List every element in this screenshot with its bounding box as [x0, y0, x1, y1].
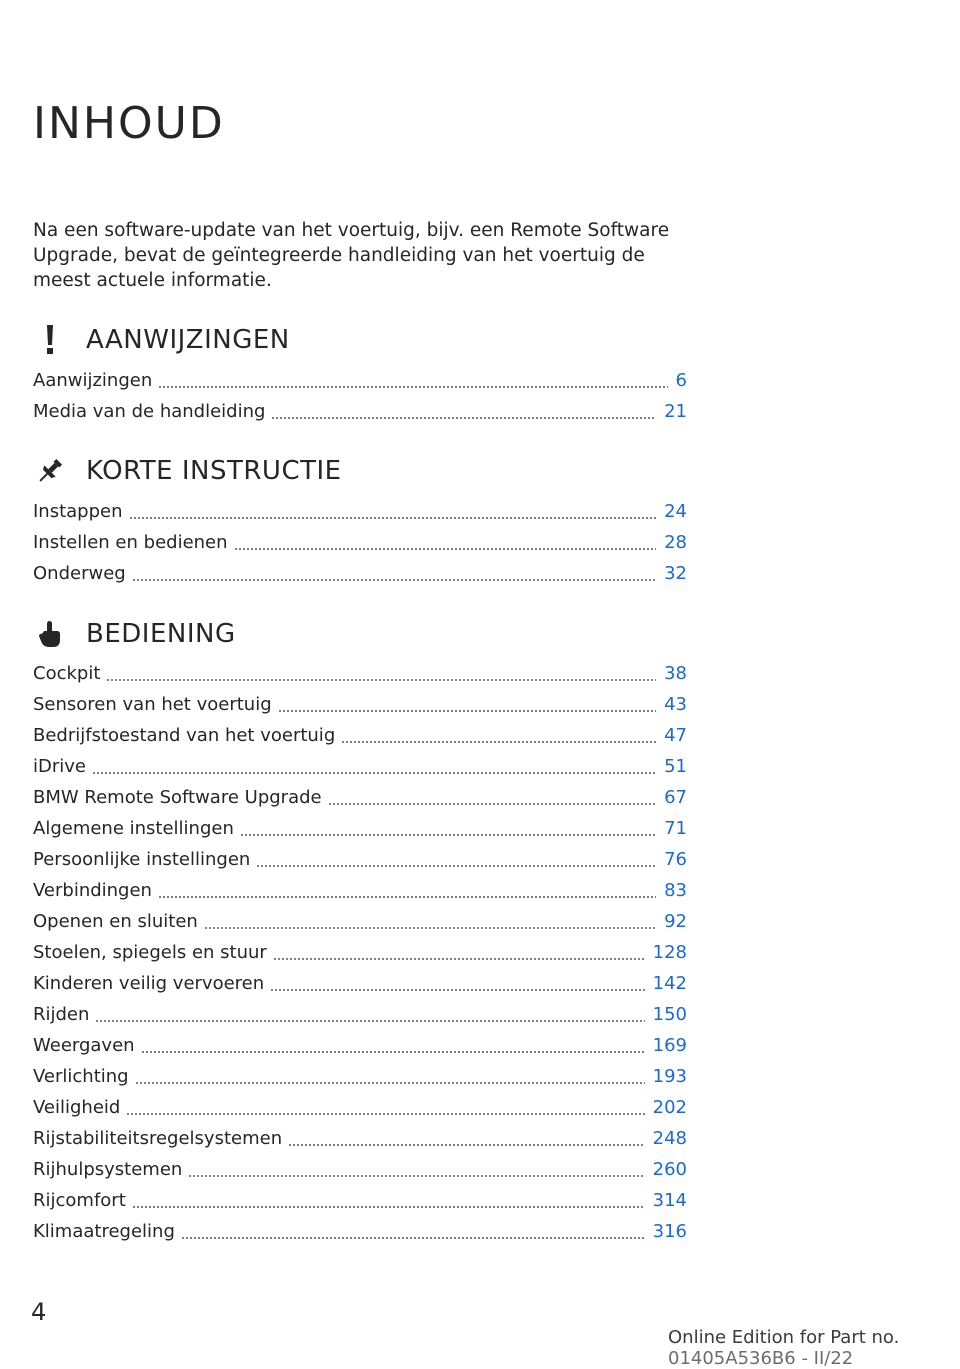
dot-leader — [278, 710, 656, 712]
toc-page-link[interactable]: 76 — [664, 849, 687, 870]
toc-list-bediening — [33, 658, 687, 1247]
toc-entry-label: BMW Remote Software Upgrade — [33, 787, 322, 808]
dot-leader — [188, 1175, 644, 1177]
pin-icon — [33, 454, 67, 488]
footer-part-number: 01405A536B6 - II/22 — [668, 1348, 854, 1369]
toc-entry[interactable] — [33, 782, 687, 813]
toc-entry-label: Weergaven — [33, 1035, 135, 1056]
dot-leader — [141, 1051, 645, 1053]
dot-leader — [158, 896, 656, 898]
section-title: KORTE INSTRUCTIE — [86, 456, 342, 486]
toc-page-link[interactable]: 150 — [652, 1004, 687, 1025]
toc-entry-label: Verbindingen — [33, 880, 152, 901]
toc-entry-label: Rijstabiliteitsregelsystemen — [33, 1128, 283, 1149]
dot-leader — [328, 803, 656, 805]
toc-entry[interactable] — [33, 396, 687, 427]
toc-page-link[interactable]: 169 — [652, 1035, 687, 1056]
toc-page-link[interactable]: 92 — [664, 911, 687, 932]
toc-page-link[interactable]: 316 — [652, 1221, 687, 1242]
page-title: INHOUD — [33, 98, 225, 149]
toc-entry[interactable] — [33, 365, 687, 396]
section-header-bediening — [33, 614, 693, 654]
toc-entry-label: Kinderen veilig vervoeren — [33, 973, 265, 994]
section-title: BEDIENING — [86, 619, 236, 649]
toc-page-link[interactable]: 248 — [652, 1128, 687, 1149]
toc-entry[interactable] — [33, 968, 687, 999]
toc-page-link[interactable]: 71 — [664, 818, 687, 839]
dot-leader — [132, 579, 656, 581]
pointing-hand-icon — [33, 617, 67, 651]
toc-entry-label: Openen en sluiten — [33, 911, 198, 932]
toc-entry[interactable] — [33, 1030, 687, 1061]
toc-entry-label: Verlichting — [33, 1066, 129, 1087]
toc-entry[interactable] — [33, 1154, 687, 1185]
toc-entry[interactable] — [33, 813, 687, 844]
toc-page-link[interactable]: 38 — [664, 663, 687, 684]
toc-entry-label: Stoelen, spiegels en stuur — [33, 942, 267, 963]
toc-page-link[interactable]: 43 — [664, 694, 687, 715]
toc-entry[interactable] — [33, 658, 687, 689]
toc-entry[interactable] — [33, 689, 687, 720]
toc-entry[interactable] — [33, 527, 687, 558]
toc-entry[interactable] — [33, 751, 687, 782]
toc-page-link[interactable]: 51 — [664, 756, 687, 777]
dot-leader — [92, 772, 656, 774]
toc-entry-label: Instappen — [33, 501, 123, 522]
dot-leader — [240, 834, 656, 836]
toc-page-link[interactable]: 83 — [664, 880, 687, 901]
dot-leader — [271, 417, 656, 419]
intro-text: Na een software-update van het voertuig, bijv. een Remote Software Upgrade, bevat de geïntegreerde handleiding van het voertuig de meest actuele informatie. — [33, 220, 670, 291]
dot-leader — [129, 517, 657, 519]
toc-entry[interactable] — [33, 1123, 687, 1154]
dot-leader — [270, 989, 644, 991]
toc-page-link[interactable]: 32 — [664, 563, 687, 584]
toc-page-link[interactable]: 47 — [664, 725, 687, 746]
dot-leader — [181, 1237, 645, 1239]
toc-entry[interactable] — [33, 1216, 687, 1247]
toc-entry-label: Persoonlijke instellingen — [33, 849, 251, 870]
section-title: AANWIJZINGEN — [86, 325, 290, 355]
toc-entry[interactable] — [33, 906, 687, 937]
toc-page-link[interactable]: 67 — [664, 787, 687, 808]
dot-leader — [256, 865, 656, 867]
toc-entry[interactable] — [33, 1061, 687, 1092]
toc-entry[interactable] — [33, 1092, 687, 1123]
section-header-aanwijzingen — [33, 320, 693, 360]
toc-page-link[interactable]: 24 — [664, 501, 687, 522]
dot-leader — [288, 1144, 645, 1146]
dot-leader — [158, 386, 667, 388]
toc-entry-label: Cockpit — [33, 663, 101, 684]
dot-leader — [341, 741, 656, 743]
toc-entry[interactable] — [33, 844, 687, 875]
toc-entry-label: Rijhulpsystemen — [33, 1159, 183, 1180]
dot-leader — [132, 1206, 645, 1208]
page-number: 4 — [31, 1298, 47, 1326]
toc-entry[interactable] — [33, 496, 687, 527]
toc-entry[interactable] — [33, 937, 687, 968]
toc-page-link[interactable]: 128 — [652, 942, 687, 963]
section-header-korte-instructie — [33, 451, 693, 491]
dot-leader — [273, 958, 645, 960]
toc-entry-label: Instellen en bedienen — [33, 532, 228, 553]
toc-entry[interactable] — [33, 1185, 687, 1216]
toc-entry-label: Bedrijfstoestand van het voertuig — [33, 725, 336, 746]
toc-list-aanwijzingen — [33, 365, 687, 427]
dot-leader — [106, 679, 656, 681]
toc-entry-label: Sensoren van het voertuig — [33, 694, 272, 715]
dot-leader — [204, 927, 656, 929]
toc-entry[interactable] — [33, 999, 687, 1030]
toc-entry-label: Rijden — [33, 1004, 90, 1025]
toc-page-link[interactable]: 6 — [675, 370, 687, 391]
footer — [668, 1327, 960, 1369]
toc-entry-label: Klimaatregeling — [33, 1221, 175, 1242]
toc-page-link[interactable]: 142 — [652, 973, 687, 994]
toc-list-korte-instructie — [33, 496, 687, 589]
dot-leader — [95, 1020, 644, 1022]
toc-page-link[interactable]: 314 — [652, 1190, 687, 1211]
toc-entry-label: Media van de handleiding — [33, 401, 266, 422]
toc-entry[interactable] — [33, 558, 687, 589]
footer-edition: Online Edition for Part no. — [668, 1327, 900, 1348]
toc-entry-label: iDrive — [33, 756, 86, 777]
toc-entry[interactable] — [33, 875, 687, 906]
exclamation-icon — [33, 323, 67, 357]
dot-leader — [234, 548, 657, 550]
toc-entry-label: Algemene instellingen — [33, 818, 234, 839]
toc-entry-label: Veiligheid — [33, 1097, 121, 1118]
toc-entry-label: Onderweg — [33, 563, 126, 584]
toc-page-link[interactable]: 202 — [652, 1097, 687, 1118]
dot-leader — [126, 1113, 644, 1115]
toc-page-link[interactable]: 260 — [652, 1159, 687, 1180]
toc-entry-label: Rijcomfort — [33, 1190, 126, 1211]
toc-entry[interactable] — [33, 720, 687, 751]
toc-page-link[interactable]: 28 — [664, 532, 687, 553]
toc-page-link[interactable]: 21 — [664, 401, 687, 422]
toc-entry-label: Aanwijzingen — [33, 370, 153, 391]
dot-leader — [135, 1082, 645, 1084]
toc-page-link[interactable]: 193 — [652, 1066, 687, 1087]
